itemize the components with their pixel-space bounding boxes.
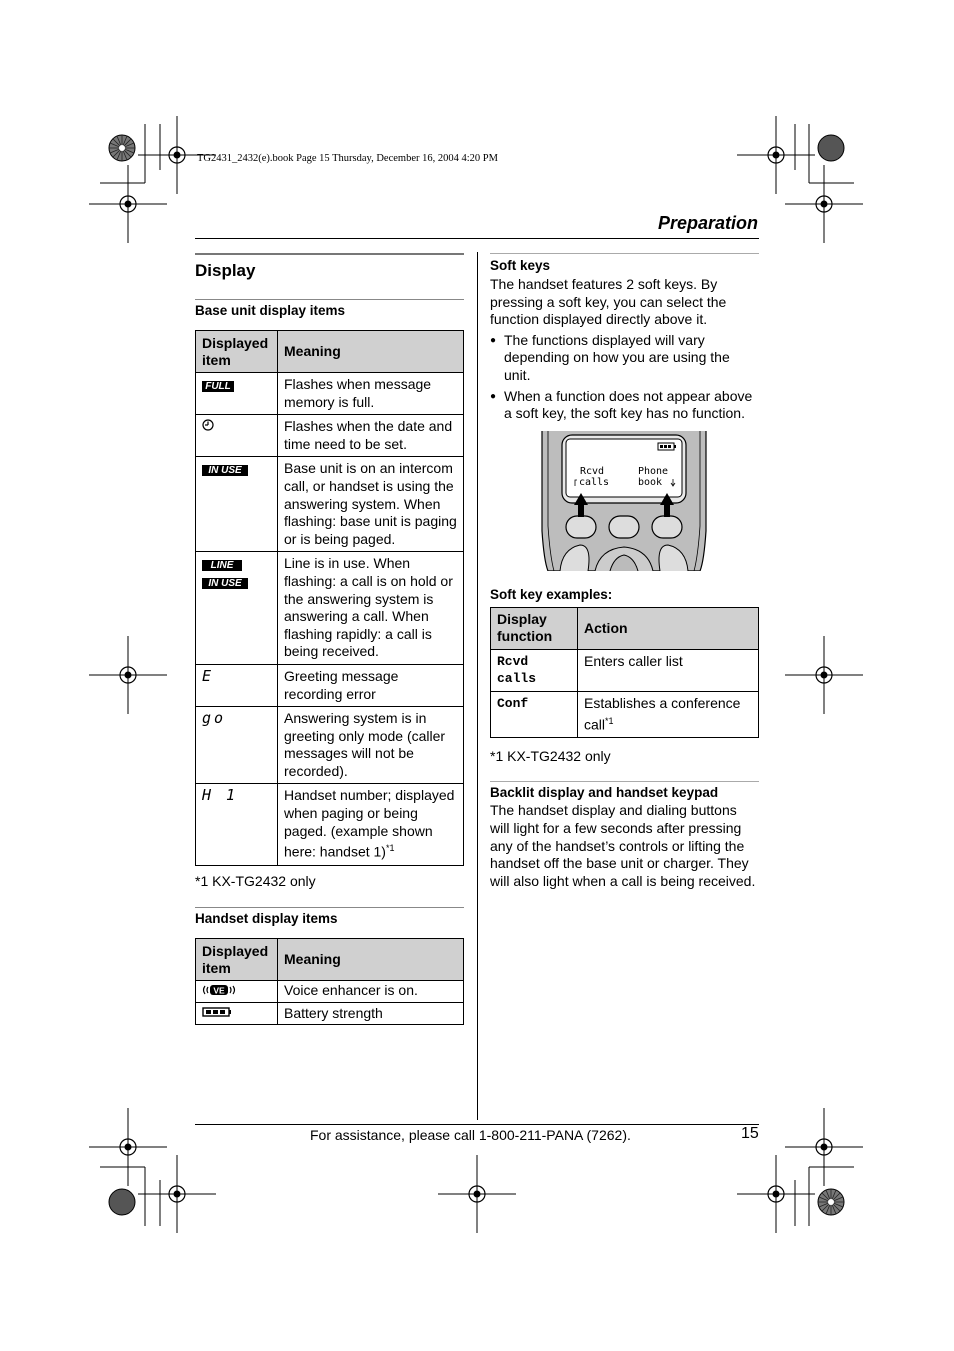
soft-key-right-label-top: Phone <box>637 465 669 477</box>
col-header-action: Action <box>578 607 759 649</box>
left-soft-key <box>566 516 596 538</box>
row-meaning: Voice enhancer is on. <box>278 981 464 1003</box>
function-name: Conf <box>491 691 578 737</box>
row-meaning: Flashes when the date and time need to be set. <box>278 415 464 457</box>
col-header-function: Display function <box>491 607 578 649</box>
table-row <box>491 649 759 691</box>
row-meaning: Flashes when message memory is full. <box>278 373 464 415</box>
table-row <box>196 373 464 415</box>
table-row <box>196 784 464 865</box>
soft-keys-title: Soft keys <box>490 258 551 273</box>
soft-keys-rule <box>490 253 759 254</box>
display-heading-rule <box>195 253 464 255</box>
handset-rule <box>195 907 464 908</box>
right-soft-key <box>652 516 682 538</box>
function-name: Rcvd calls <box>491 649 578 691</box>
battery-icon <box>202 1005 232 1021</box>
col-header-meaning: Meaning <box>278 331 464 373</box>
display-heading: Display <box>195 261 256 280</box>
soft-key-left-label-top: Rcvd <box>579 465 605 477</box>
center-key <box>609 516 639 538</box>
assistance-text: For assistance, please call 1-800-211-PANA (7262). <box>310 1127 631 1143</box>
row-meaning: Answering system is in greeting only mode (caller messages will not be recorded). <box>278 707 464 784</box>
table-row <box>491 691 759 737</box>
clock-icon <box>202 418 214 434</box>
in-use-icon: IN USE <box>202 465 248 476</box>
column-divider <box>477 252 478 1120</box>
base-unit-table <box>195 330 464 866</box>
full-icon: FULL <box>202 381 234 392</box>
row-meaning: Base unit is on an intercom call, or handset is using the answering system. When flashing: base unit is paging or is being paged. <box>278 457 464 552</box>
handset-illustration <box>540 431 708 571</box>
backlit-title: Backlit display and handset keypad <box>490 785 719 801</box>
table-row <box>196 1002 464 1025</box>
handset-title: Handset display items <box>195 911 338 927</box>
backlit-text: The handset display and dialing buttons will light for a few seconds after pressing any of the handset’s controls or lifting the handset off the base unit or charger. They will also light when a call is being received. <box>490 802 756 889</box>
section-title: Preparation <box>657 213 758 233</box>
row-action: Enters caller list <box>578 649 759 691</box>
table-row <box>196 457 464 552</box>
error-e-icon: E <box>202 666 215 685</box>
soft-key-examples-table <box>490 607 759 738</box>
row-meaning: Handset number; displayed when paging or being paged. (example shown here: handset 1) <box>284 787 455 860</box>
footnote-ref: *1 <box>385 843 395 854</box>
base-unit-rule <box>195 299 464 300</box>
row-meaning: Line is in use. When flashing: a call is on hold or the answering system is answering a call. When flashing rapidly: a call is being received. <box>278 552 464 665</box>
handset-number-icon: H 1 <box>202 786 239 805</box>
table-row <box>196 981 464 1003</box>
row-meaning: Greeting message recording error <box>278 664 464 706</box>
bullet-item: ● The functions displayed will vary depending on how you are using the unit. <box>490 332 759 385</box>
header-rule <box>195 238 759 239</box>
voice-enhancer-icon <box>202 983 236 999</box>
col-header-item: Displayed item <box>196 939 278 981</box>
soft-key-left-label-bottom: calls <box>578 476 610 488</box>
right-column <box>490 253 759 890</box>
footnote-ref: *1 <box>605 715 614 726</box>
line-icon: LINE <box>202 560 242 571</box>
bullet-item: ● When a function does not appear above a soft key, the soft key has no function. <box>490 388 759 423</box>
row-action: Establishes a conference call <box>584 694 741 733</box>
soft-keys-intro: The handset features 2 soft keys. By pressing a soft key, you can select the function displayed directly above it. <box>490 276 727 328</box>
base-unit-title: Base unit display items <box>195 303 346 318</box>
handset-table <box>195 938 464 1025</box>
table-row <box>196 707 464 784</box>
footnote: *1 KX-TG2432 only <box>490 747 611 764</box>
left-column <box>195 253 464 1025</box>
examples-title: Soft key examples: <box>490 586 613 602</box>
col-header-item: Displayed item <box>196 331 278 373</box>
col-header-meaning: Meaning <box>278 939 464 981</box>
backlit-rule <box>490 781 759 782</box>
svg-text:VE: VE <box>213 985 225 996</box>
print-header: TG2431_2432(e).book Page 15 Thursday, December 16, 2004 4:20 PM <box>197 153 498 164</box>
row-meaning: Battery strength <box>278 1002 464 1025</box>
in-use-icon: IN USE <box>202 578 248 589</box>
greeting-only-icon: go <box>202 709 227 728</box>
footer-rule <box>195 1124 759 1125</box>
table-row <box>196 664 464 706</box>
footnote: *1 KX-TG2432 only <box>195 872 316 889</box>
page-number: 15 <box>741 1125 759 1142</box>
table-row <box>196 552 464 665</box>
soft-key-right-label-bottom: book <box>637 476 663 488</box>
table-row <box>196 415 464 457</box>
